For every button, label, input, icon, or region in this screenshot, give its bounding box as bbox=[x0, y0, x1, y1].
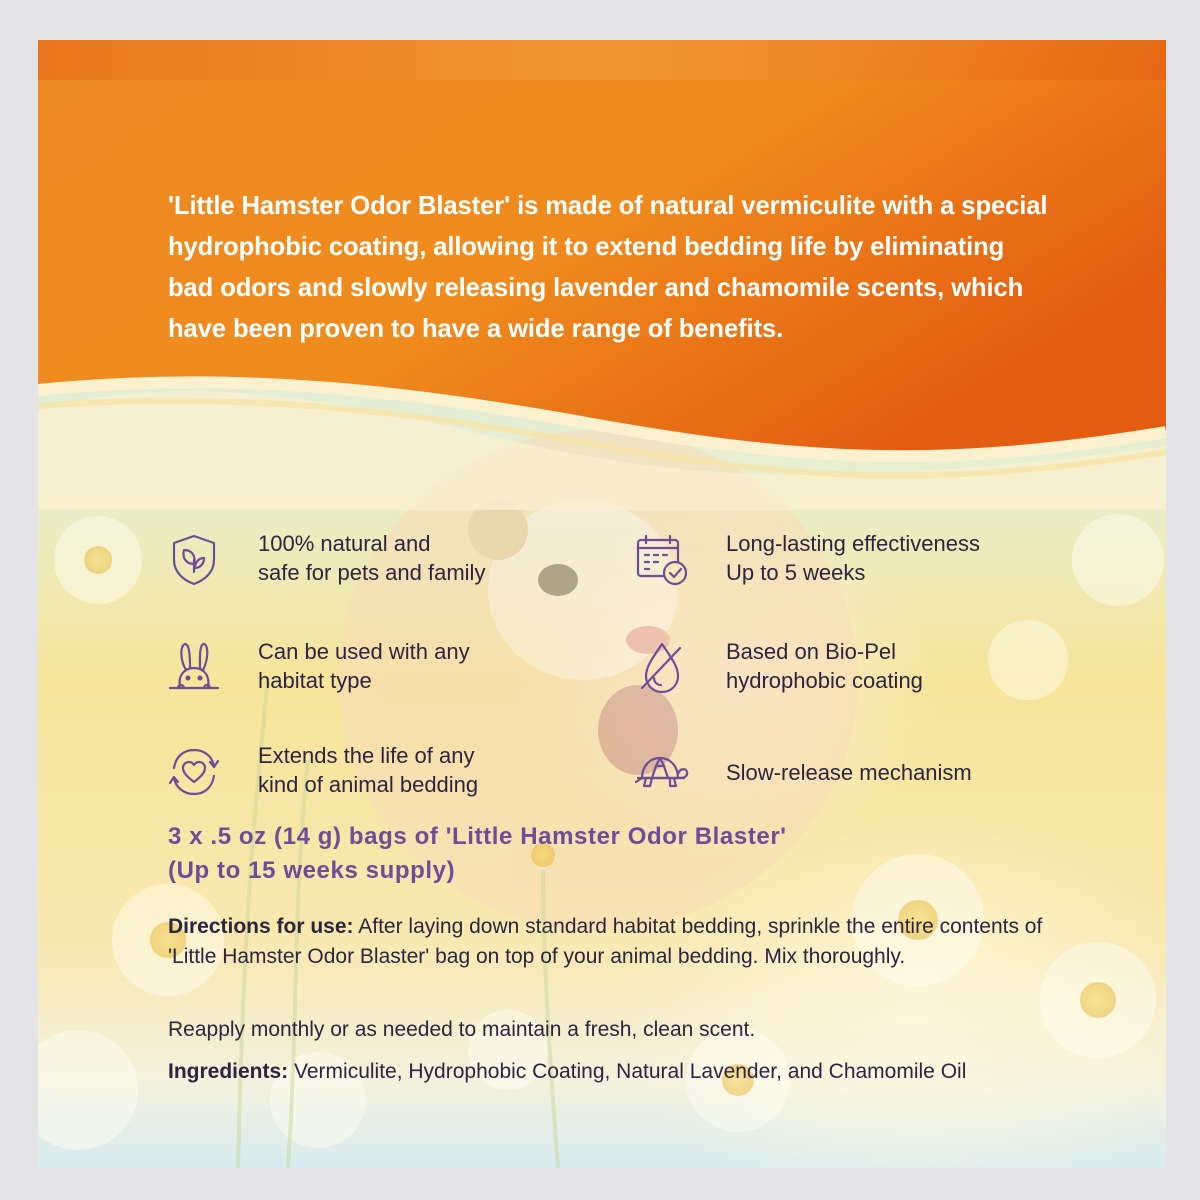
feature-text: Based on Bio-Pel hydrophobic coating bbox=[726, 639, 923, 693]
ingredients-paragraph bbox=[168, 1057, 1068, 1087]
no-water-drop-icon bbox=[634, 640, 690, 696]
feature-text: Can be used with any habitat type bbox=[258, 639, 470, 693]
ingredients-label: Ingredients: bbox=[168, 1060, 289, 1083]
heart-cycle-icon bbox=[166, 744, 222, 800]
feature-text: 100% natural and safe for pets and family bbox=[258, 531, 486, 585]
directions-text: After laying down standard habitat bedding, sprinkle the entire contents of 'Little Hamster Odor Blaster' bag on top of your animal bedding. Mix thoroughly. bbox=[168, 915, 1043, 968]
ingredients-text: Vermiculite, Hydrophobic Coating, Natural Lavender, and Chamomile Oil bbox=[288, 1060, 967, 1083]
feature-long-lasting bbox=[634, 532, 980, 588]
reapply-paragraph: Reapply monthly or as needed to maintain a fresh, clean scent. bbox=[168, 1018, 756, 1041]
directions-label: Directions for use: bbox=[168, 915, 354, 938]
directions-paragraph bbox=[168, 912, 1048, 972]
feature-slow-release bbox=[634, 744, 972, 800]
supply-heading bbox=[168, 820, 1068, 888]
turtle-icon bbox=[634, 744, 690, 800]
bunny-icon bbox=[166, 640, 222, 696]
shield-leaf-icon bbox=[166, 532, 222, 588]
product-card bbox=[38, 40, 1166, 1168]
feature-habitat bbox=[166, 640, 470, 696]
feature-text: Extends the life of any kind of animal bedding bbox=[258, 743, 479, 797]
intro-paragraph: 'Little Hamster Odor Blaster' is made of natural vermiculite with a special hydrophobic coating, allowing it to extend bedding life by eliminating bad odors and slowly releasing lavender and chamomile scents, which have been proven to have a wide range of benefits. bbox=[168, 192, 1048, 343]
feature-bio-pel bbox=[634, 640, 923, 696]
supply-line-1: 3 x .5 oz (14 g) bags of 'Little Hamster Odor Blaster' bbox=[168, 823, 787, 850]
calendar-check-icon bbox=[634, 532, 690, 588]
feature-text: Slow-release mechanism bbox=[726, 760, 972, 785]
feature-natural bbox=[166, 532, 485, 588]
supply-line-2: (Up to 15 weeks supply) bbox=[168, 857, 456, 884]
feature-extends-life bbox=[166, 744, 478, 800]
feature-text: Long-lasting effectiveness Up to 5 weeks bbox=[726, 531, 980, 585]
